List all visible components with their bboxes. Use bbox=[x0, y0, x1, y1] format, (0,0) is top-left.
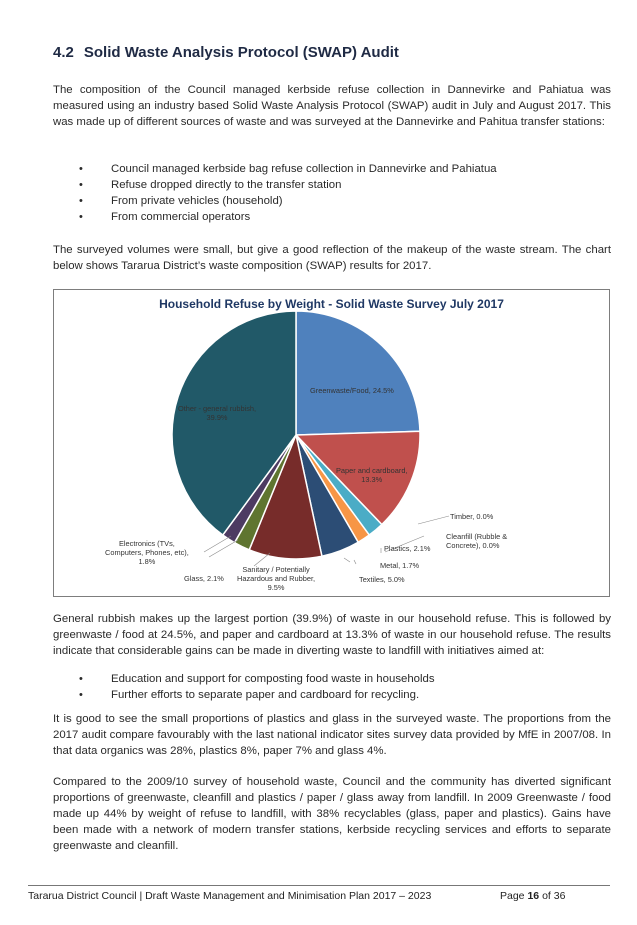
list-item: • Council managed kerbside bag refuse collection in Dannevirke and Pahiatua bbox=[53, 161, 497, 177]
intro-paragraph: The composition of the Council managed kerbside refuse collection in Dannevirke and Pahiatua was measured using an industry based Solid Waste Analysis Protocol (SWAP) audit in July and August 2017. This was made up of different sources of waste and was surveyed at the Dannevirke and Pahitua transfer stations: bbox=[53, 84, 611, 128]
history-paragraph: Compared to the 2009/10 survey of household waste, Council and the community has diverted significant proportions of greenwaste, cleanfill and plastics / paper / glass away from landfill. In 2009 Greenwaste / food made up 44% by weight of refuse to landfill, with 38% recyclables (glass, paper and plastics). Gains have been made with a network of modern transfer stations, kerbside recycling services and efforts to separate greenwaste and cleanfill. bbox=[53, 776, 611, 852]
survey-paragraph: The surveyed volumes were small, but give a good reflection of the makeup of the waste stream. The chart below shows Tararua District’s waste composition (SWAP) results for 2017. bbox=[53, 244, 611, 272]
initiatives-list bbox=[53, 671, 435, 703]
label-greenwaste: Greenwaste/Food, 24.5% bbox=[310, 386, 394, 395]
list-item: • Further efforts to separate paper and cardboard for recycling. bbox=[53, 687, 435, 703]
label-glass: Glass, 2.1% bbox=[184, 574, 224, 583]
label-paper: Paper and cardboard, 13.3% bbox=[336, 466, 408, 484]
section-title: Solid Waste Analysis Protocol (SWAP) Audit bbox=[83, 44, 399, 61]
label-electronics: Electronics (TVs, Computers, Phones, etc), 1.8% bbox=[105, 539, 189, 566]
sources-list bbox=[53, 161, 497, 225]
footer-document-title: Tararua District Council | Draft Waste Management and Minimisation Plan 2017 – 2023 bbox=[28, 890, 432, 902]
label-other: Other - general rubbish, 39.9% bbox=[178, 404, 257, 422]
label-textiles: Textiles, 5.0% bbox=[359, 575, 405, 584]
list-item: • From private vehicles (household) bbox=[53, 193, 497, 209]
list-item: • Education and support for composting food waste in households bbox=[53, 671, 435, 687]
footer-divider bbox=[28, 885, 610, 886]
results-paragraph: General rubbish makes up the largest portion (39.9%) of waste in our household refuse. This is followed by greenwaste / food at 24.5%, and paper and cardboard at 13.3% of waste in our household refuse. The results indicate that considerable gains can be made in diverting waste to landfill with initiatives aimed at: bbox=[53, 613, 611, 657]
label-cleanfill: Cleanfill (Rubble & Concrete), 0.0% bbox=[446, 532, 508, 550]
footer-page-number: Page 16 of 36 bbox=[500, 890, 566, 902]
label-plastics: Plastics, 2.1% bbox=[384, 544, 431, 553]
chart-title: Household Refuse by Weight - Solid Waste Survey July 2017 bbox=[159, 297, 504, 311]
comparison-paragraph: It is good to see the small proportions of plastics and glass in the surveyed waste. The proportions from the 2017 audit compare favourably with the last national indicator sites survey data provided by MfE in 2007/08. In that data organics was 28%, plastics 8%, paper 7% and glass 4%. bbox=[53, 713, 611, 757]
section-heading bbox=[53, 44, 399, 61]
section-number: 4.2 bbox=[53, 44, 74, 61]
list-item: • From commercial operators bbox=[53, 209, 497, 225]
list-item: • Refuse dropped directly to the transfer station bbox=[53, 177, 497, 193]
label-metal: Metal, 1.7% bbox=[380, 561, 420, 570]
label-sanitary: Sanitary / Potentially Hazardous and Rubber, 9.5% bbox=[237, 565, 316, 592]
waste-composition-chart bbox=[53, 289, 610, 597]
label-timber: Timber, 0.0% bbox=[450, 512, 494, 521]
pie-slice-greenwaste-food bbox=[296, 311, 420, 435]
